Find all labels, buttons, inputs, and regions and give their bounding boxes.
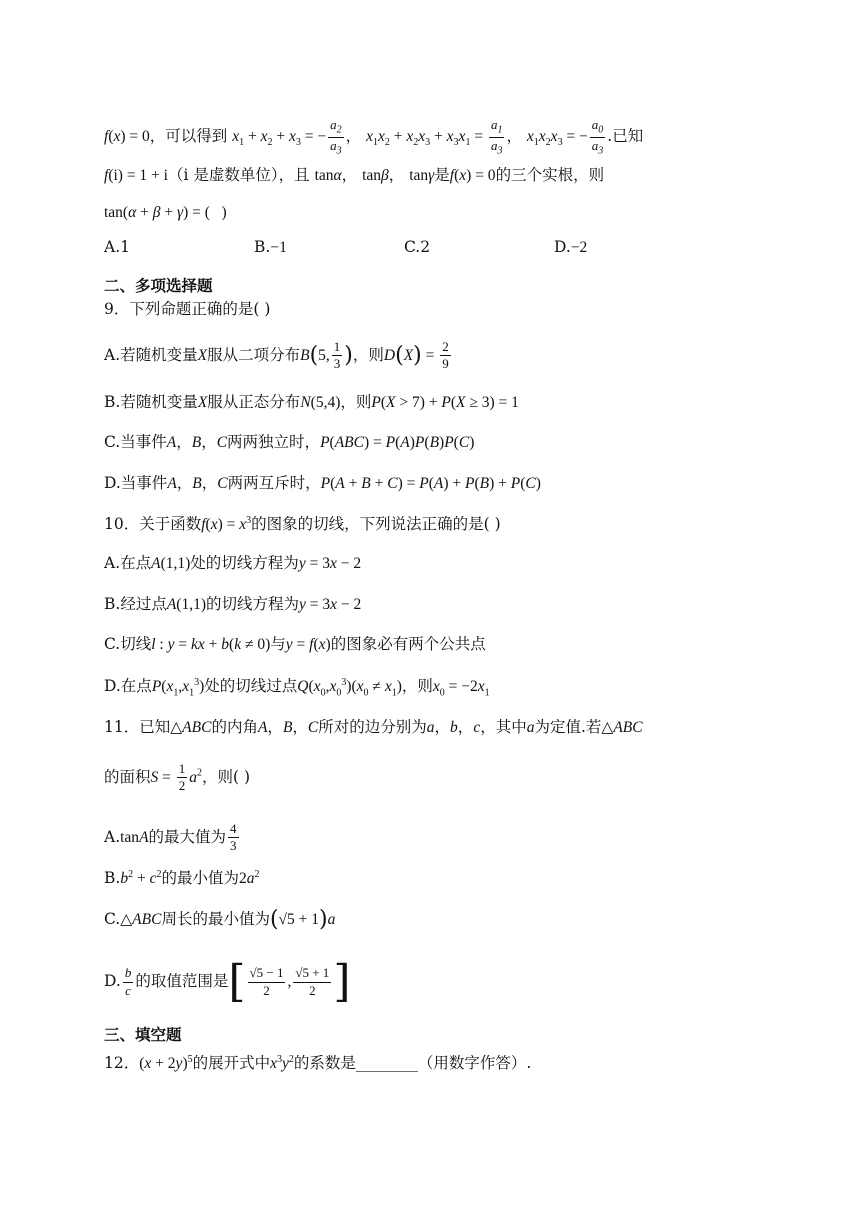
q10-option-c: C.切线l : y = kx + b(k ≠ 0)与y = f(x)的图象必有两个公共点 (104, 635, 486, 653)
q10-stem: 10．关于函数$f(x) = x^3$的图象的切线，下列说法正确的是( ) (104, 515, 501, 534)
q8-condition-line: f(x) = 0，可以得到 $x_1 + x_2 + x_3$ = − $\frac{a_2}{a_3}$ ， $x_1x_2 + x_2x_3 + x_3x_1$ = $\frac{a_1}{a_3}$ ， $x_1x_2x_3$ = − $\frac{a_0}{a_3}$ .已知 (104, 117, 644, 157)
q8-option-b: B.−1 (254, 238, 287, 256)
q11-option-c: C.△ABC周长的最小值为(√5 + 1)a (104, 907, 336, 932)
q8-question-line: tan(α + β + γ) = ( ) (104, 204, 227, 221)
q11-option-b: $B.b^2 + c^2$的最小值为$2a^2$ (104, 869, 260, 888)
q8-option-c: C.2 (404, 238, 431, 256)
q9-option-b: B.若随机变量X服从正态分布N(5,4)，则P(X > 7) + P(X ≥ 3) = 1 (104, 393, 519, 411)
q11-option-d: D. $\frac{b}{c}$ 的取值范围是[ $\frac{√5 - 1}{2}$ , $\frac{√5 + 1}{2}$ ] (104, 956, 351, 1007)
q10-option-b: B.经过点A(1,1)的切线方程为y = 3x − 2 (104, 595, 362, 613)
q8-given-line: f(i) = 1 + i（i 是虚数单位），且 tanα， tanβ， tanγ是f(x) = 0的三个实根，则 (104, 166, 605, 184)
q12-stem: 12．$(x + 2y)^5$的展开式中$x^3y^2$的系数是________（用数字作答）. (104, 1054, 532, 1073)
q11-stem-2: 的面积S = $\frac{1}{2}$ $a^2$，则( ) (104, 761, 251, 794)
q10-option-a: A.在点A(1,1)处的切线方程为y = 3x − 2 (104, 554, 362, 572)
q9-option-c: C.当事件A，B，C两两独立时，P(ABC) = P(A)P(B)P(C) (104, 433, 475, 451)
q9-stem: 9．下列命题正确的是( ) (104, 300, 271, 318)
q11-stem: 11．已知△ABC的内角A，B，C所对的边分别为a，b，c，其中a为定值.若△ABC (104, 718, 643, 736)
q8-option-d: D.−2 (554, 238, 588, 256)
q8-option-a: A.1 (104, 238, 130, 256)
q11-option-a: A.tanA的最大值为 $\frac{4}{3}$ (104, 821, 237, 854)
q10-option-d: D.在点$P(x_1,x_1^3)$处的切线过点$Q(x_0,x_0^3)(x_0 \ne x_1)$，则$x_0 = -2x_1$ (104, 677, 490, 699)
q9-option-d: D.当事件A，B，C两两互斥时，P(A + B + C) = P(A) + P(B) + P(C) (104, 474, 541, 492)
section-heading-multiple-choice: 二、多项选择题 (104, 277, 213, 295)
section-heading-fill-in: 三、填空题 (104, 1026, 182, 1044)
q9-option-a: A.若随机变量X服从二项分布B(5, $\frac{1}{3}$ )，则D(X) = $\frac{2}{9}$ (104, 339, 449, 372)
